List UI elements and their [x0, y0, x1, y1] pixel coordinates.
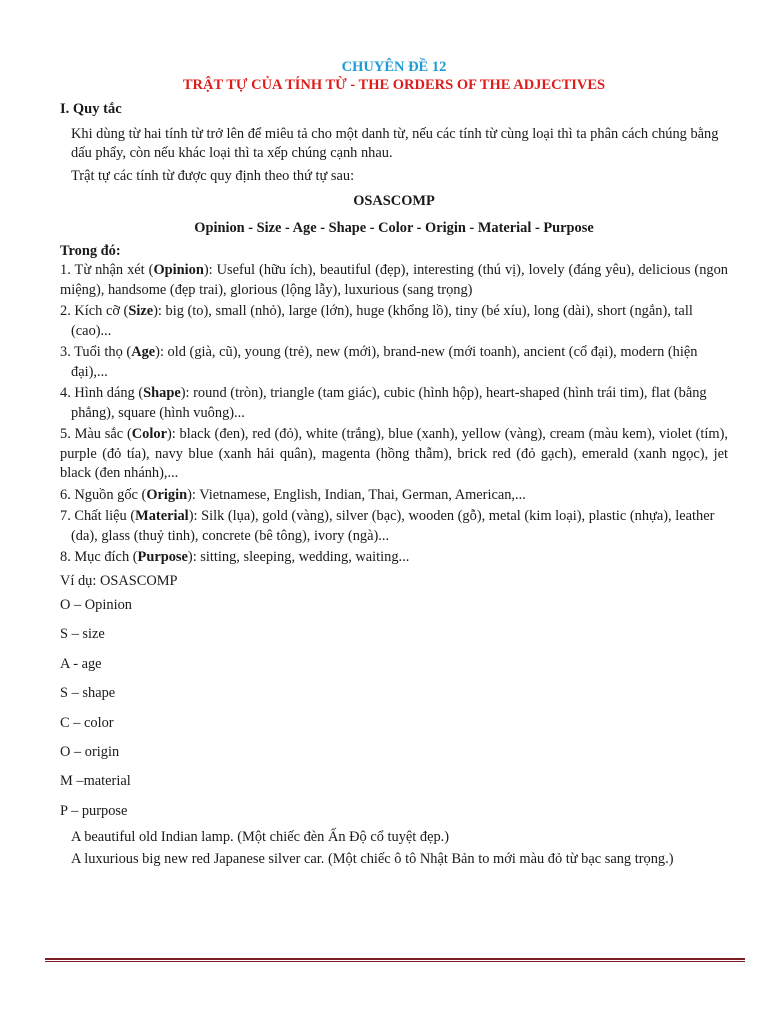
document-page [60, 58, 728, 870]
legend-row: S – size [60, 626, 105, 643]
legend-row: P – purpose [60, 802, 128, 819]
list-item-purpose: 8. Mục đích (Purpose): sitting, sleeping, wedding, waiting... [60, 549, 410, 565]
list-item-color: 5. Màu sắc (Color): black (đen), red (đỏ), white (trắng), blue (xanh), yellow (vàng), cream (màu kem), violet (tím), purple (đỏ tía), navy blue (xanh hải quân), magenta (hồng thẫm), brick red (đỏ gạch), emerald (xanh ngọc), jet black (đen nhánh),... [60, 426, 728, 481]
legend-row: S – shape [60, 685, 116, 702]
document-title: TRẬT TỰ CỦA TÍNH TỪ - THE ORDERS OF THE ADJECTIVES [182, 77, 606, 93]
order-intro: Trật tự các tính từ được quy định theo thứ tự sau: [71, 167, 355, 184]
list-item-origin: 6. Nguồn gốc (Origin): Vietnamese, English, Indian, Thai, German, American,... [60, 486, 526, 503]
list-item-age: 3. Tuổi thọ (Age): old (già, cũ), young (trẻ), new (mới), brand-new (mới toanh), ancient (cổ đại), modern (hiện đại),... [60, 344, 698, 380]
footer-rule [45, 958, 745, 962]
adjective-order: Opinion - Size - Age - Shape - Color - Origin - Material - Purpose [194, 219, 594, 236]
example-sentence: A beautiful old Indian lamp. (Một chiếc đèn Ấn Độ cổ tuyệt đẹp.) [71, 829, 450, 846]
example-sentence: A luxurious big new red Japanese silver car. (Một chiếc ô tô Nhật Bản to mới màu đỏ từ bạc sang trọng.) [71, 851, 674, 868]
example-label: Ví dụ: OSASCOMP [60, 572, 178, 589]
section-heading: I. Quy tắc [60, 101, 122, 117]
list-item-size: 2. Kích cỡ (Size): big (to), small (nhỏ), large (lớn), huge (khổng lồ), tiny (bé xíu), long (dài), short (ngắn), tall (cao)... [60, 303, 693, 339]
legend-row: O – Opinion [60, 597, 132, 613]
acronym-legend [60, 591, 728, 826]
acronym: OSASCOMP [353, 193, 435, 209]
intro-paragraph: Khi dùng từ hai tính từ trở lên để miêu tả cho một danh từ, nếu các tính từ cùng loại thì ta phân cách chúng bằng dấu phẩy, còn nếu khác loại thì ta xếp chúng cạnh nhau. [71, 125, 719, 161]
list-item-material: 7. Chất liệu (Material): Silk (lụa), gold (vàng), silver (bạc), wooden (gỗ), metal (kim loại), plastic (nhựa), leather (da), glass (thuỷ tinh), concrete (bê tông), ivory (ngà)... [60, 508, 715, 544]
list-item-shape: 4. Hình dáng (Shape): round (tròn), triangle (tam giác), cubic (hình hộp), heart-shaped (hình trái tim), flat (bằng phẳng), square (hình vuông)... [60, 385, 707, 421]
legend-row: M –material [60, 773, 131, 790]
legend-row: O – origin [60, 743, 120, 760]
subject-heading: CHUYÊN ĐỀ 12 [341, 59, 447, 75]
legend-row: A - age [60, 655, 102, 672]
trong-do-label: Trong đó: [60, 243, 121, 259]
list-item-opinion: 1. Từ nhận xét (Opinion): Useful (hữu ích), beautiful (đẹp), interesting (thú vị), lovely (đáng yêu), delicious (ngon miệng), handsome (đẹp trai), glorious (lộng lẫy), luxurious (sang trọng) [60, 262, 728, 298]
legend-row: C – color [60, 714, 114, 731]
